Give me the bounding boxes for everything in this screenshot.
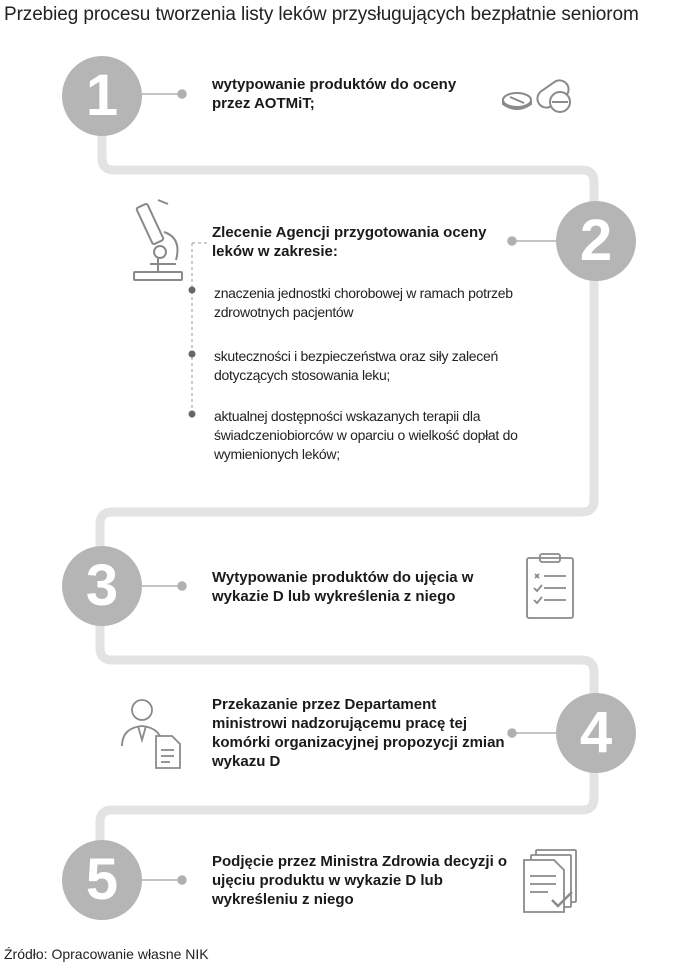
step-2-circle: 2 — [556, 201, 636, 281]
source-note: Źródło: Opracowanie własne NIK — [4, 946, 209, 962]
clipboard-checklist-icon — [522, 552, 578, 622]
bullet-2 — [189, 351, 196, 358]
bullet-3 — [189, 411, 196, 418]
step-2-subitem-3: aktualnej dostępności wskazanych terapii dla świadczeniobiorców w oparciu o wielkość dopłat do wymienionych leków; — [214, 408, 518, 462]
step-5-text: Podjęcie przez Ministra Zdrowia decyzji o ujęciu produktu w wykazie D lub wykreśleniu z niego — [212, 853, 508, 908]
step-4-circle: 4 — [556, 693, 636, 773]
subitems-bracket — [192, 243, 208, 418]
step-2-text: Zlecenie Agencji przygotowania oceny leków w zakresie: — [212, 224, 487, 260]
step-3-text: Wytypowanie produktów do ujęcia w wykazie D lub wykreślenia z niego — [212, 569, 474, 605]
step-1-circle: 1 — [62, 56, 142, 136]
step-2-subitem-2: skuteczności i bezpieczeństwa oraz siły zaleceń dotyczących stosowania leku; — [214, 348, 498, 383]
step-3-circle: 3 — [62, 546, 142, 626]
step-4-text: Przekazanie przez Departament ministrowi nadzorującemu pracę tej komórki organizacyjnej propozycji zmian wykazu D — [212, 696, 505, 770]
microscope-icon — [128, 198, 190, 286]
documents-approved-icon — [520, 848, 582, 916]
step-1-text: wytypowanie produktów do oceny przez AOTMiT; — [212, 76, 457, 112]
chart-title: Przebieg procesu tworzenia listy leków przysługujących bezpłatnie seniorom — [4, 4, 639, 25]
step-5-circle: 5 — [62, 840, 142, 920]
pills-icon — [500, 76, 580, 116]
step-2-subitem-1: znaczenia jednostki chorobowej w ramach potrzeb zdrowotnych pacjentów — [214, 285, 513, 320]
official-document-icon — [118, 694, 184, 770]
bullet-1 — [189, 287, 196, 294]
